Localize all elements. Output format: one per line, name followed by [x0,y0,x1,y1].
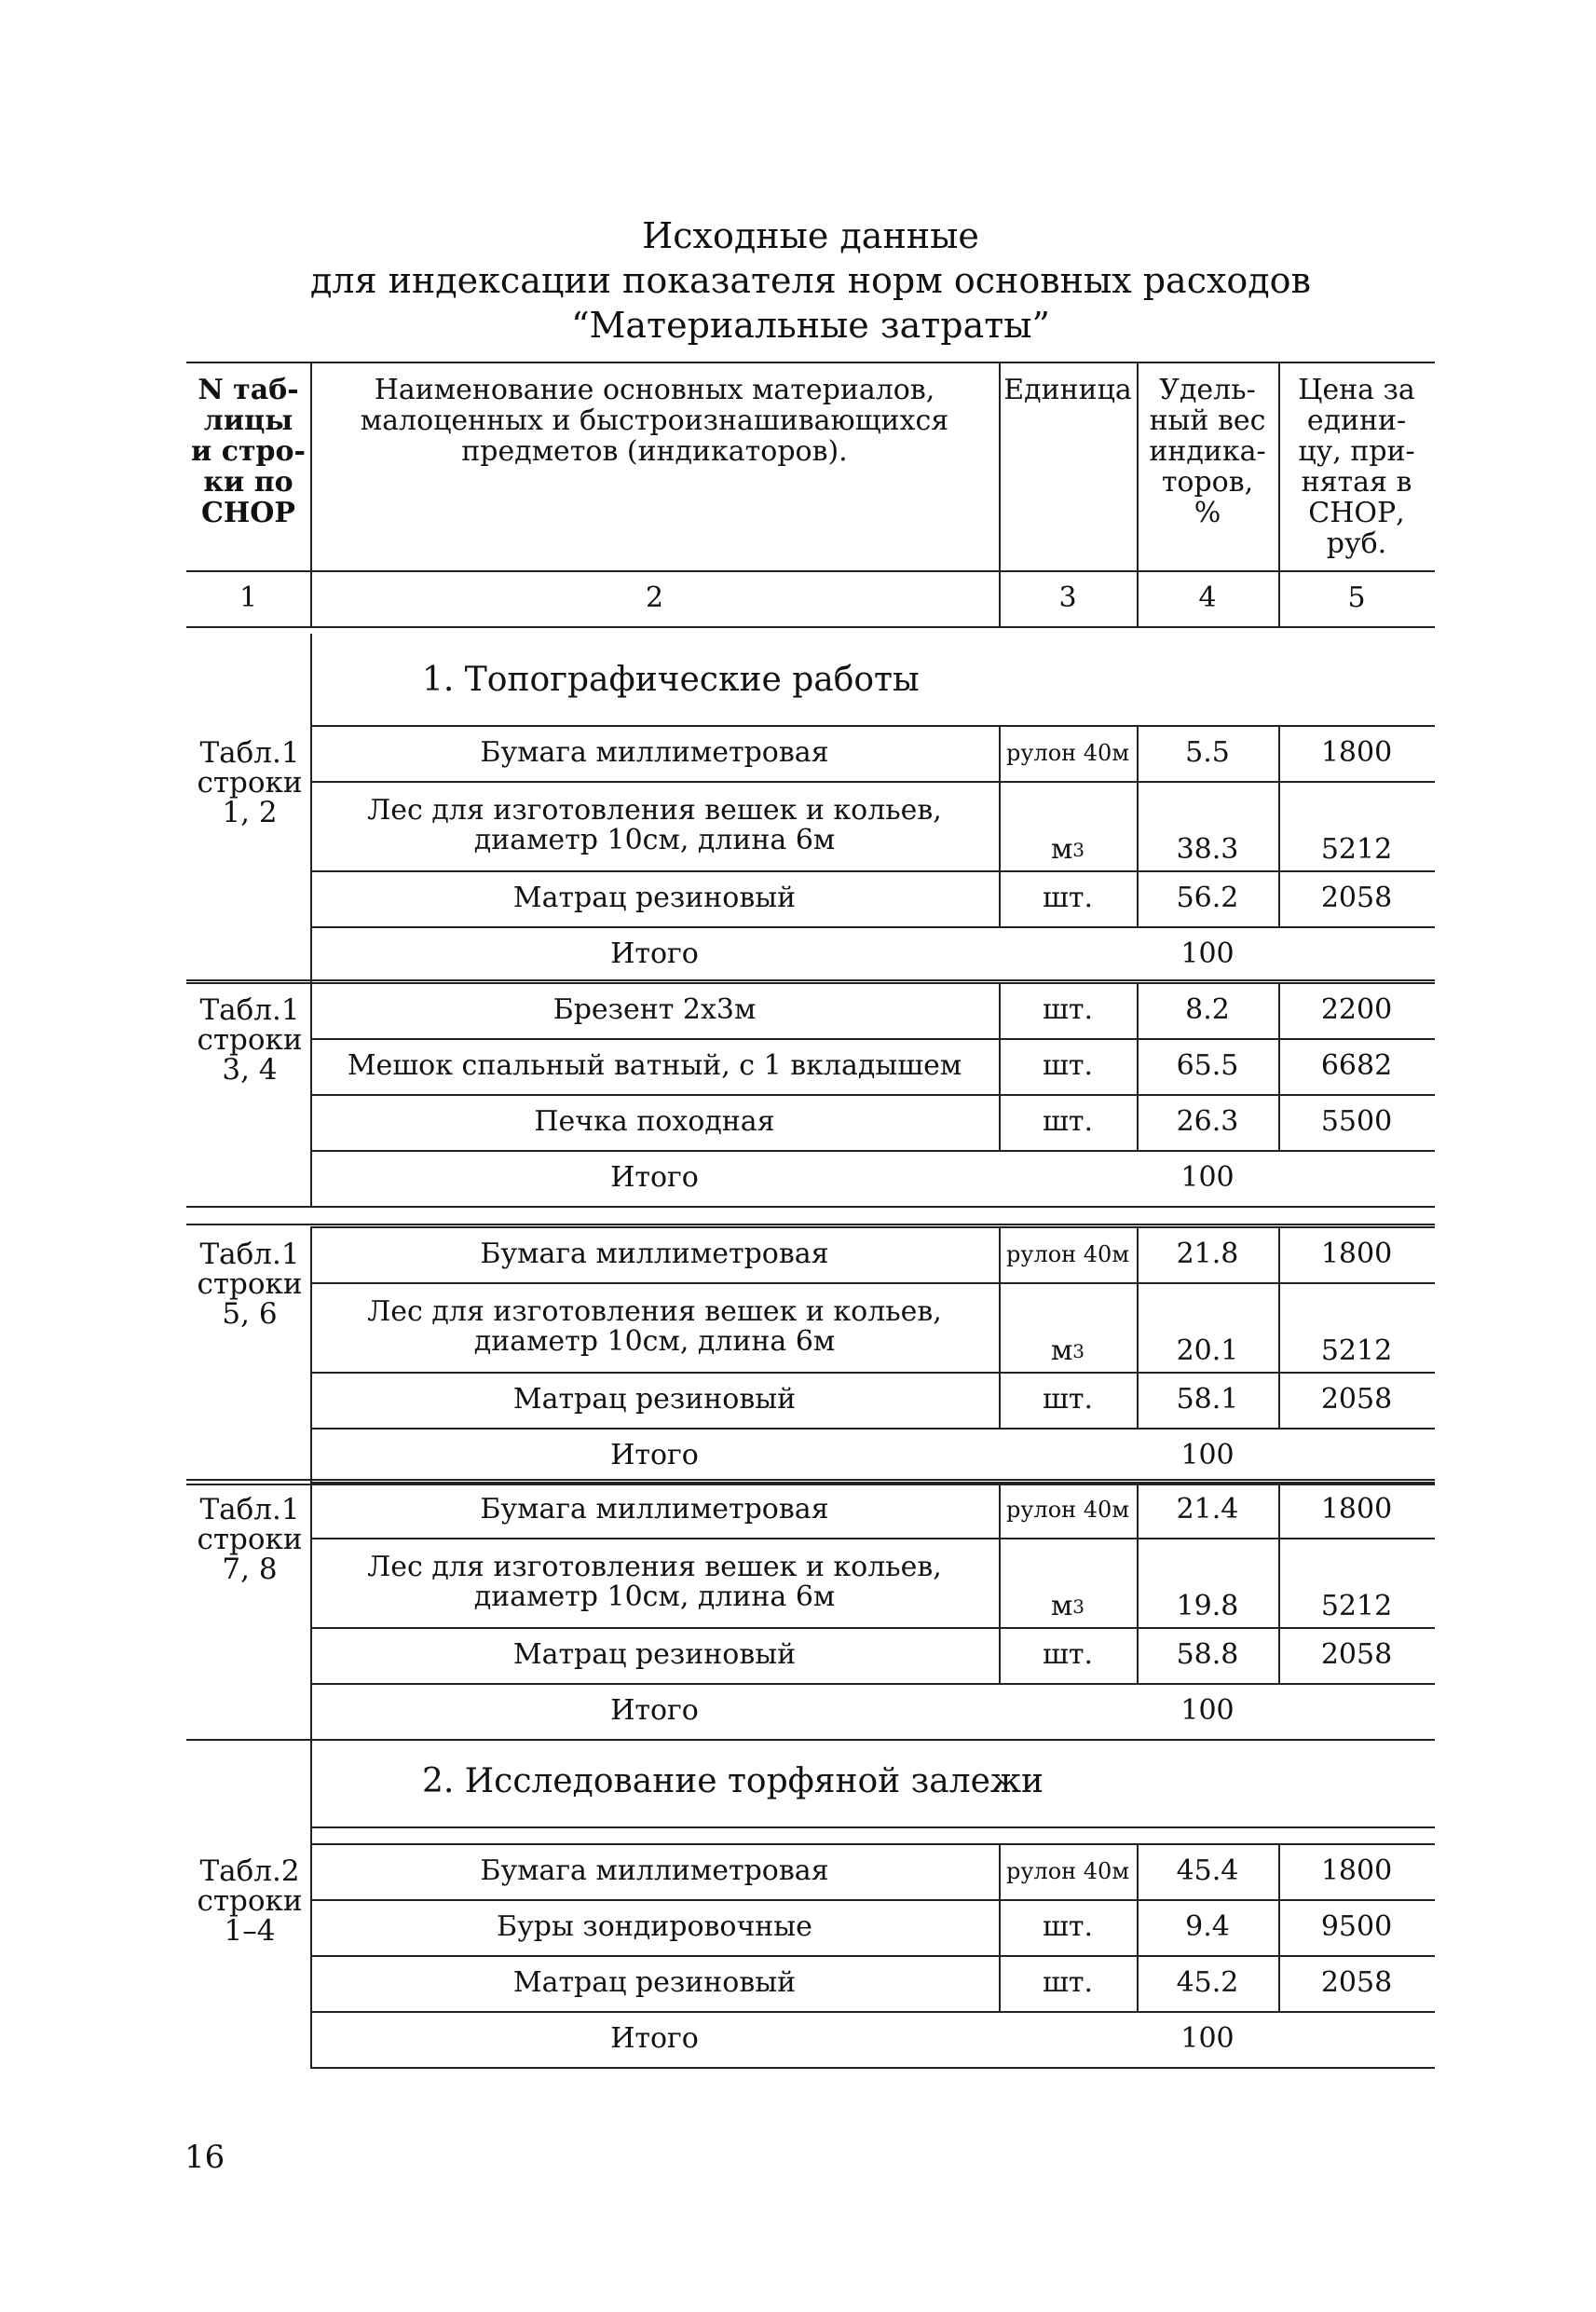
row-rule [310,1094,1435,1096]
row-column-rule [1278,1372,1280,1428]
material-name: Бумага миллиметровая [480,1493,829,1525]
row-column-rule [999,1038,1001,1094]
unit: шт. [1042,1105,1094,1138]
weight-percent: 58.8 [1176,1638,1239,1671]
row-rule [310,1538,1435,1539]
weight-percent: 45.4 [1176,1854,1239,1887]
material-name: Буры зондировочные [497,1910,812,1943]
row-rule [310,982,1435,984]
row-column-rule [999,1955,1001,2011]
row-column-rule [310,1150,312,1206]
header-weight: Удель- ный вес индика- торов, % [1149,374,1266,529]
row-column-rule [310,1627,312,1683]
column-number: 3 [1058,581,1077,614]
page-number: 16 [184,2139,225,2176]
header-top-rule [186,362,1435,363]
row-column-rule [310,1226,312,1282]
unit-exponent: 3 [1072,1340,1085,1362]
row-column-rule [1137,1627,1139,1683]
row-column-rule [1137,725,1139,781]
material-name: Матрац резиновый [512,1966,797,1999]
row-column-rule [1137,1955,1139,2011]
row-column-rule [999,781,1001,870]
header-material-name: Наименование основных материалов, малоценных и быстроизнашивающихся предметов (индикаторов). [360,374,949,468]
total-value: 100 [1180,2022,1235,2055]
table-reference: Табл.1 строки 3, 4 [197,993,303,1087]
row-column-rule [999,1282,1001,1372]
price-rub: 5212 [1320,1334,1393,1367]
row-column-rule [999,1372,1001,1428]
row-column-rule [1278,982,1280,1038]
unit: рулон 40м [1005,1241,1129,1267]
row-column-rule [310,1482,312,1538]
row-column-rule [1278,1955,1280,2011]
row-column-rule [1278,1482,1280,1538]
price-rub: 2058 [1320,1638,1393,1671]
last-section-left-rule [310,1735,312,2069]
row-column-rule [999,1538,1001,1627]
unit: шт. [1042,993,1094,1026]
price-rub: 1800 [1320,1238,1393,1270]
price-rub: 1800 [1320,1854,1393,1887]
group-bottom-rule [186,1739,1435,1741]
price-rub: 1800 [1320,1493,1393,1525]
row-column-rule [1278,1038,1280,1094]
row-column-rule [1278,1627,1280,1683]
column-number: 2 [645,581,664,614]
row-column-rule [999,1899,1001,1955]
document-title-line-1: Исходные данные [642,215,979,256]
unit: рулон 40м [1005,740,1129,766]
unit: шт. [1042,1049,1094,1082]
row-column-rule [310,1538,312,1627]
row-column-rule [310,926,312,982]
row-column-rule [999,1627,1001,1683]
row-column-rule [310,1683,312,1739]
group-bottom-rule [310,2067,1435,2069]
row-column-rule [1278,1899,1280,1955]
row-rule [310,1282,1435,1284]
total-label: Итого [610,1439,699,1471]
row-rule [310,725,1435,727]
weight-percent: 45.2 [1176,1966,1239,1999]
unit-cubic-meter [999,1282,1137,1372]
material-name: Бумага миллиметровая [480,736,829,769]
material-name: Матрац резиновый [512,1638,797,1671]
row-rule [310,1955,1435,1957]
row-rule [310,1482,1435,1484]
unit: шт. [1042,1638,1094,1671]
weight-percent: 9.4 [1185,1910,1230,1943]
header-unit: Единица [1003,374,1132,406]
row-rule [310,1843,1435,1845]
row-rule [310,1627,1435,1629]
column-number: 1 [239,581,258,614]
price-rub: 2058 [1320,882,1393,914]
row-rule [310,781,1435,783]
material-name: Лес для изготовления вешек и кольев, диаметр 10см, длина 6м [367,794,942,856]
material-name: Печка походная [534,1105,775,1138]
material-name: Мешок спальный ватный, с 1 вкладышем [347,1049,962,1082]
weight-percent: 38.3 [1176,833,1239,866]
group-bottom-rule [186,1206,1435,1208]
material-name: Лес для изготовления вешек и кольев, диаметр 10см, длина 6м [367,1551,942,1613]
row-column-rule [1278,870,1280,926]
unit: рулон 40м [1005,1497,1129,1523]
section-bottom-rule [310,1826,1435,1828]
row-rule [310,870,1435,872]
price-rub: 5212 [1320,1590,1393,1622]
material-name: Матрац резиновый [512,1383,797,1416]
unit-cubic-meter [999,1538,1137,1627]
group-top-rule [186,1224,1435,1225]
unit: шт. [1042,1910,1094,1943]
weight-percent: 5.5 [1185,736,1230,769]
weight-percent: 58.1 [1176,1383,1239,1416]
price-rub: 6682 [1320,1049,1393,1082]
row-column-rule [1137,1038,1139,1094]
row-column-rule [1278,1282,1280,1372]
weight-percent: 56.2 [1176,882,1239,914]
row-column-rule [1278,1094,1280,1150]
total-value: 100 [1180,937,1235,970]
material-name: Матрац резиновый [512,882,797,914]
total-label: Итого [610,2022,699,2055]
unit-text: м [1050,833,1073,866]
row-column-rule [1137,1226,1139,1282]
row-column-rule [999,1094,1001,1150]
document-title-line-3: “Материальные затраты” [571,305,1050,346]
material-name: Бумага миллиметровая [480,1238,829,1270]
total-label: Итого [610,937,699,970]
weight-percent: 65.5 [1176,1049,1239,1082]
row-column-rule [310,1428,312,1484]
price-rub: 2058 [1320,1383,1393,1416]
row-column-rule [1137,1538,1139,1627]
row-column-rule [1278,1538,1280,1627]
row-column-rule [999,725,1001,781]
unit-text: м [1050,1334,1073,1367]
group-top-rule [186,1479,1435,1481]
row-rule [310,1899,1435,1901]
row-column-rule [1137,1282,1139,1372]
row-column-rule [310,1372,312,1428]
row-column-rule [310,1094,312,1150]
row-column-rule [1278,1843,1280,1899]
unit: шт. [1042,1383,1094,1416]
unit: шт. [1042,882,1094,914]
row-column-rule [1278,1226,1280,1282]
group-top-rule [186,979,1435,981]
table-reference: Табл.1 строки 5, 6 [197,1238,303,1331]
row-column-rule [310,725,312,781]
weight-percent: 26.3 [1176,1105,1239,1138]
header-table-ref: N таб- лицы и стро- ки по СНОР [191,374,306,529]
row-column-rule [1137,1094,1139,1150]
column-number: 4 [1198,581,1217,614]
table-reference: Табл.1 строки 1, 2 [197,736,303,829]
row-column-rule [310,781,312,870]
header-price: Цена за едини- цу, при- нятая в СНОР, руб. [1298,374,1415,560]
unit-exponent: 3 [1072,1595,1085,1618]
weight-percent: 21.4 [1176,1493,1239,1525]
unit-exponent: 3 [1072,839,1085,861]
column-number: 5 [1347,581,1366,614]
row-column-rule [1137,1899,1139,1955]
section-title: 1. Топографические работы [422,661,920,699]
total-value: 100 [1180,1694,1235,1727]
row-column-rule [1278,725,1280,781]
row-column-rule [999,1226,1001,1282]
row-column-rule [1137,781,1139,870]
row-column-rule [1278,781,1280,870]
weight-percent: 21.8 [1176,1238,1239,1270]
total-value: 100 [1180,1439,1235,1471]
price-rub: 9500 [1320,1910,1393,1943]
price-rub: 5500 [1320,1105,1393,1138]
price-rub: 5212 [1320,833,1393,866]
row-column-rule [999,870,1001,926]
row-column-rule [1137,870,1139,926]
row-column-rule [1137,1843,1139,1899]
unit-cubic-meter [999,781,1137,870]
price-rub: 2058 [1320,1966,1393,1999]
table-reference: Табл.2 строки 1–4 [197,1854,303,1948]
total-label: Итого [610,1694,699,1727]
row-column-rule [310,870,312,926]
unit: шт. [1042,1966,1094,1999]
price-rub: 1800 [1320,736,1393,769]
material-name: Лес для изготовления вешек и кольев, диаметр 10см, длина 6м [367,1295,942,1358]
column-number-rule [186,626,1435,628]
row-column-rule [999,1482,1001,1538]
total-label: Итого [610,1161,699,1194]
total-value: 100 [1180,1161,1235,1194]
row-rule [310,1038,1435,1040]
unit-text: м [1050,1590,1073,1622]
row-column-rule [1137,982,1139,1038]
row-column-rule [1137,1372,1139,1428]
section-left-rule [310,634,312,725]
table-reference: Табл.1 строки 7, 8 [197,1493,303,1586]
material-name: Бумага миллиметровая [480,1854,829,1887]
weight-percent: 20.1 [1176,1334,1239,1367]
material-name: Брезент 2х3м [552,993,757,1026]
weight-percent: 8.2 [1185,993,1230,1026]
section-title: 2. Исследование торфяной залежи [422,1762,1044,1800]
document-title-line-2: для индексации показателя норм основных расходов [310,260,1311,301]
weight-percent: 19.8 [1176,1590,1239,1622]
row-column-rule [1137,1482,1139,1538]
row-column-rule [999,1843,1001,1899]
row-column-rule [999,982,1001,1038]
row-rule [310,1372,1435,1374]
price-rub: 2200 [1320,993,1393,1026]
row-column-rule [310,1282,312,1372]
row-column-rule [310,1038,312,1094]
row-column-rule [310,982,312,1038]
unit: рулон 40м [1005,1858,1129,1884]
row-rule [310,1226,1435,1228]
